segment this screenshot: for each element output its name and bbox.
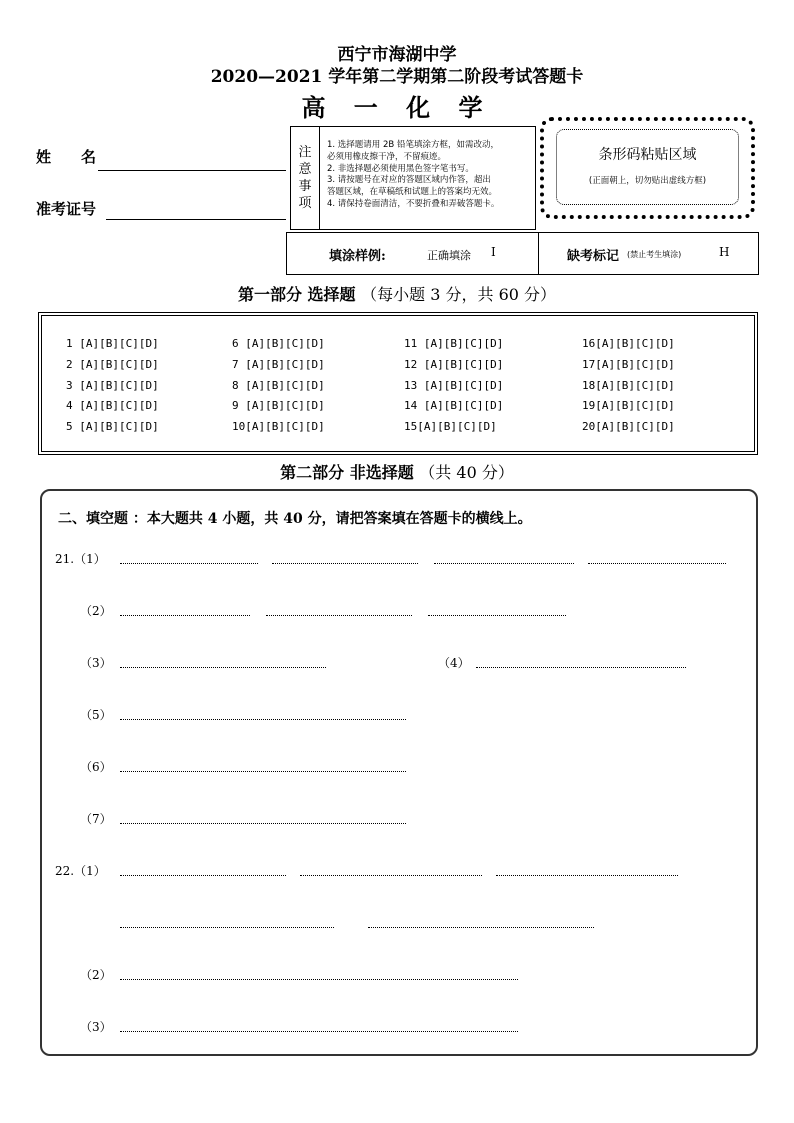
- q22-1-label: 22.（1）: [55, 864, 106, 878]
- id-label: 准考证号: [36, 200, 97, 218]
- part1-heading: 第一部分 选择题 （每小题 3 分，共 60 分）: [237, 285, 557, 304]
- q21-5-label: （5）: [80, 708, 112, 722]
- mcq-question-12[interactable]: 12 [A][B][C][D]: [404, 357, 504, 371]
- id-field[interactable]: [106, 218, 286, 220]
- answer-line[interactable]: [120, 978, 518, 980]
- correct-fill-label: 正确填涂: [427, 249, 471, 262]
- notice-heading: 注 意 事 项: [291, 127, 320, 229]
- notice-box: [290, 126, 536, 230]
- q22-3-label: （3）: [80, 1020, 112, 1034]
- mcq-question-8[interactable]: 8 [A][B][C][D]: [232, 378, 325, 392]
- school-name: 西宁市海湖中学: [337, 45, 457, 65]
- q21-1-label: 21.（1）: [55, 552, 106, 566]
- q21-2-label: （2）: [80, 604, 112, 618]
- mcq-question-11[interactable]: 11 [A][B][C][D]: [404, 337, 504, 350]
- mcq-question-14[interactable]: 14 [A][B][C][D]: [404, 399, 504, 413]
- barcode-area: [540, 117, 755, 219]
- fill-example-label: 填涂样例:: [329, 249, 386, 264]
- answer-line[interactable]: [120, 874, 286, 876]
- barcode-note: (正面朝上，切勿贴出虚线方框): [588, 176, 707, 186]
- mcq-question-16[interactable]: 16[A][B][C][D]: [582, 337, 675, 350]
- part2-heading: 第二部分 非选择题 （共 40 分）: [280, 463, 514, 482]
- mcq-question-10[interactable]: 10[A][B][C][D]: [232, 420, 325, 434]
- mcq-question-13[interactable]: 13 [A][B][C][D]: [404, 378, 504, 392]
- correct-fill-mark: I: [491, 245, 496, 259]
- barcode-title: 条形码粘贴区域: [598, 147, 697, 163]
- mcq-question-3[interactable]: 3 [A][B][C][D]: [66, 378, 159, 392]
- barcode-inner-frame: [556, 129, 739, 205]
- absent-mark-note: (禁止考生填涂): [627, 250, 682, 259]
- absent-mark-box[interactable]: H: [719, 245, 730, 259]
- q21-4-label: （4）: [438, 656, 470, 670]
- mcq-question-19[interactable]: 19[A][B][C][D]: [582, 399, 675, 413]
- mcq-question-18[interactable]: 18[A][B][C][D]: [582, 378, 675, 392]
- answer-line[interactable]: [120, 822, 406, 824]
- subject-title: 高 一 化 学: [301, 93, 493, 122]
- answer-line[interactable]: [496, 874, 678, 876]
- mcq-question-2[interactable]: 2 [A][B][C][D]: [66, 357, 159, 371]
- name-label: 姓 名: [36, 148, 97, 166]
- answer-line[interactable]: [476, 666, 686, 668]
- answer-line[interactable]: [120, 770, 406, 772]
- mcq-question-15[interactable]: 15[A][B][C][D]: [404, 420, 497, 434]
- q22-2-label: （2）: [80, 968, 112, 982]
- answer-line[interactable]: [120, 614, 250, 616]
- answer-line[interactable]: [120, 926, 334, 928]
- fill-in-instructions: 二、填空题 ：本大题共 4 小题，共 40 分，请把答案填在答题卡的横线上。: [58, 511, 532, 527]
- answer-line[interactable]: [434, 562, 574, 564]
- mcq-question-7[interactable]: 7 [A][B][C][D]: [232, 357, 325, 371]
- mcq-question-1[interactable]: 1 [A][B][C][D]: [66, 337, 159, 350]
- q21-3-label: （3）: [80, 656, 112, 670]
- absent-mark-label: 缺考标记: [567, 249, 620, 264]
- q21-7-label: （7）: [80, 812, 112, 826]
- answer-line[interactable]: [428, 614, 566, 616]
- fill-row-divider: [538, 233, 539, 274]
- mcq-question-9[interactable]: 9 [A][B][C][D]: [232, 399, 325, 413]
- exam-title: 2020—2021 学年第二学期第二阶段考试答题卡: [210, 67, 584, 87]
- answer-line[interactable]: [120, 666, 326, 668]
- answer-line[interactable]: [120, 718, 406, 720]
- mcq-question-20[interactable]: 20[A][B][C][D]: [582, 420, 675, 434]
- mcq-question-5[interactable]: 5 [A][B][C][D]: [66, 420, 159, 434]
- answer-line[interactable]: [266, 614, 412, 616]
- mcq-question-4[interactable]: 4 [A][B][C][D]: [66, 399, 159, 413]
- notice-text: 1. 选择题请用 2B 铅笔填涂方框，如需改动， 必须用橡皮擦干净，不留痕迹。 2. 非选择题必须使用黑色签字笔书写。 3. 请按题号在对应的答题区域内作答，超出 答题区域，在草稿纸和试题上的答案均无效。 4. 请保持卷面清洁，不要折叠和弄破答题卡。: [327, 140, 500, 209]
- mcq-question-17[interactable]: 17[A][B][C][D]: [582, 357, 675, 371]
- answer-line[interactable]: [272, 562, 418, 564]
- answer-line[interactable]: [300, 874, 482, 876]
- answer-line[interactable]: [120, 1030, 518, 1032]
- name-field[interactable]: [98, 169, 286, 171]
- answer-area: [40, 489, 758, 1056]
- mcq-question-6[interactable]: 6 [A][B][C][D]: [232, 337, 325, 350]
- answer-line[interactable]: [120, 562, 258, 564]
- answer-line[interactable]: [588, 562, 726, 564]
- answer-line[interactable]: [368, 926, 594, 928]
- fill-example-row: [286, 232, 759, 275]
- q21-6-label: （6）: [80, 760, 112, 774]
